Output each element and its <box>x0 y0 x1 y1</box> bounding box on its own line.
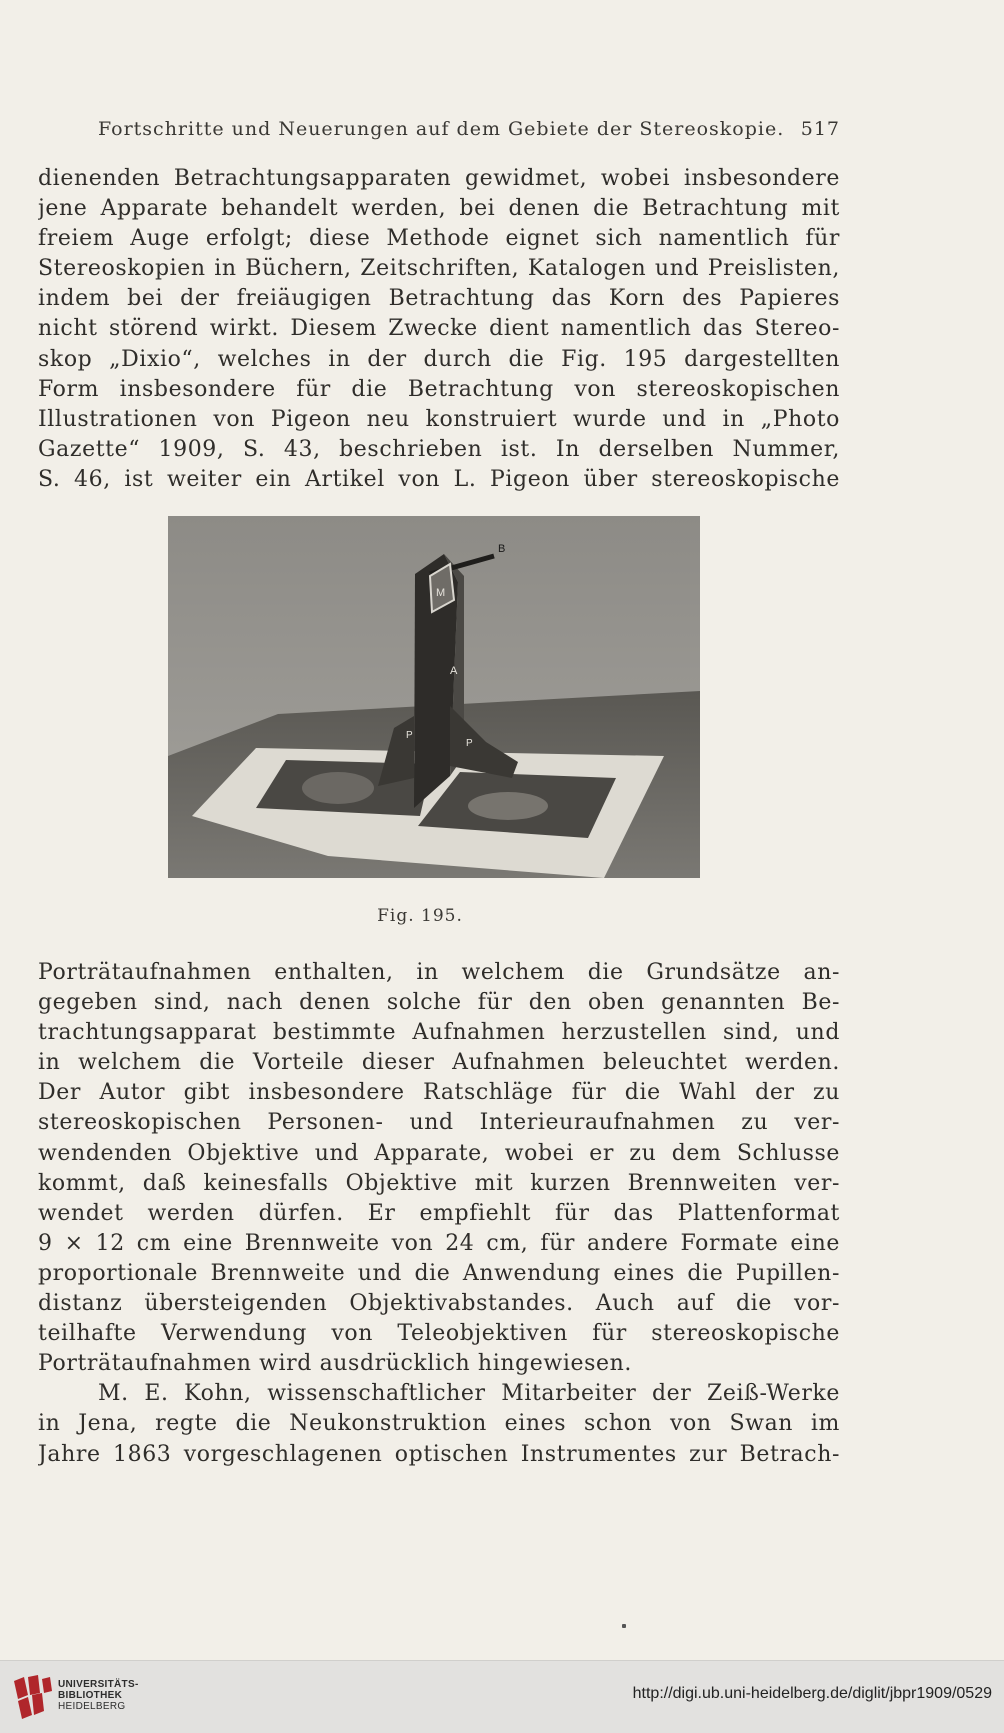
text-line: gegeben sind, nach denen solche für den oben genannten Be- <box>38 990 840 1016</box>
text-line: Jahre 1863 vorgeschlagenen optischen Instrumentes zur Betrach- <box>38 1441 840 1467</box>
figure-stereoscope-photo <box>168 516 700 878</box>
label-p-right: P <box>466 738 473 749</box>
text-line: Der Autor gibt insbesondere Ratschläge für die Wahl der zu <box>38 1080 840 1106</box>
text-line: jene Apparate behandelt werden, bei denen die Betrachtung mit <box>38 196 840 222</box>
text-line: indem bei der freiäugigen Betrachtung das Korn des Papieres <box>38 286 840 312</box>
text-line: kommt, daß keinesfalls Objektive mit kurzen Brennweiten ver- <box>38 1170 840 1196</box>
text-line: in Jena, regte die Neukonstruktion eines schon von Swan im <box>38 1411 840 1437</box>
text-line: S. 46, ist weiter ein Artikel von L. Pigeon über stereoskopische <box>38 466 840 492</box>
library-line-1: UNIVERSITÄTS- <box>58 1679 139 1690</box>
text-line: Form insbesondere für die Betrachtung von stereoskopischen <box>38 376 840 402</box>
text-line: Stereoskopien in Büchern, Zeitschriften, Katalogen und Preislisten, <box>38 256 840 282</box>
text-line: dienenden Betrachtungsapparaten gewidmet, wobei insbesondere <box>38 166 840 191</box>
text-line: proportionale Brennweite und die Anwendung eines die Pupillen- <box>38 1260 840 1286</box>
page-number: 517 <box>800 118 840 140</box>
label-a: A <box>450 665 458 677</box>
figure-caption: Fig. 195. <box>377 906 463 926</box>
text-line: freiem Auge erfolgt; diese Methode eignet sich namentlich für <box>38 226 840 252</box>
text-line: stereoskopischen Personen- und Interieuraufnahmen zu ver- <box>38 1110 840 1136</box>
text-line: nicht störend wirkt. Diesem Zwecke dient namentlich das Stereo- <box>38 316 840 342</box>
library-logo-icon[interactable] <box>10 1673 54 1721</box>
viewer-footer <box>0 1660 1004 1733</box>
page-speck <box>622 1624 626 1628</box>
stereoscope-illustration <box>168 516 700 878</box>
text-line: wendenden Objektive und Apparate, wobei er zu dem Schlusse <box>38 1140 840 1166</box>
text-line: Illustrationen von Pigeon neu konstruiert wurde und in „Photo <box>38 406 840 432</box>
running-head <box>98 118 840 148</box>
paragraph-bottom <box>38 958 840 1470</box>
library-name <box>58 1679 139 1712</box>
library-line-2: BIBLIOTHEK <box>58 1690 123 1701</box>
paragraph-top <box>38 164 840 495</box>
text-line: Gazette“ 1909, S. 43, beschrieben ist. In derselben Nummer, <box>38 436 840 462</box>
text-line: Porträtaufnahmen wird ausdrücklich hingewiesen. <box>38 1351 632 1377</box>
text-line: in welchem die Vorteile dieser Aufnahmen beleuchtet werden. <box>38 1050 840 1076</box>
text-line: Porträtaufnahmen enthalten, in welchem die Grundsätze an- <box>38 960 840 985</box>
source-url-link[interactable]: http://digi.ub.uni-heidelberg.de/diglit/jbpr1909/0529 <box>632 1685 992 1702</box>
library-line-3: HEIDELBERG <box>58 1701 126 1712</box>
text-line: M. E. Kohn, wissenschaftlicher Mitarbeiter der Zeiß-Werke <box>98 1381 840 1407</box>
text-line: wendet werden dürfen. Er empfiehlt für das Plattenformat <box>38 1200 840 1226</box>
label-p-left: P <box>406 730 413 741</box>
label-m: M <box>436 587 446 599</box>
text-line: skop „Dixio“, welches in der durch die Fig. 195 dargestellten <box>38 346 840 372</box>
text-line: 9 × 12 cm eine Brennweite von 24 cm, für andere Formate eine <box>38 1230 840 1256</box>
text-line: distanz übersteigenden Objektivabstandes. Auch auf die vor- <box>38 1291 840 1317</box>
text-line: teilhafte Verwendung von Teleobjektiven für stereoskopische <box>38 1321 840 1347</box>
label-b: B <box>498 543 506 555</box>
text-line: trachtungsapparat bestimmte Aufnahmen herzustellen sind, und <box>38 1020 840 1046</box>
running-head-title: Fortschritte und Neuerungen auf dem Gebiete der Stereoskopie. <box>98 118 785 140</box>
